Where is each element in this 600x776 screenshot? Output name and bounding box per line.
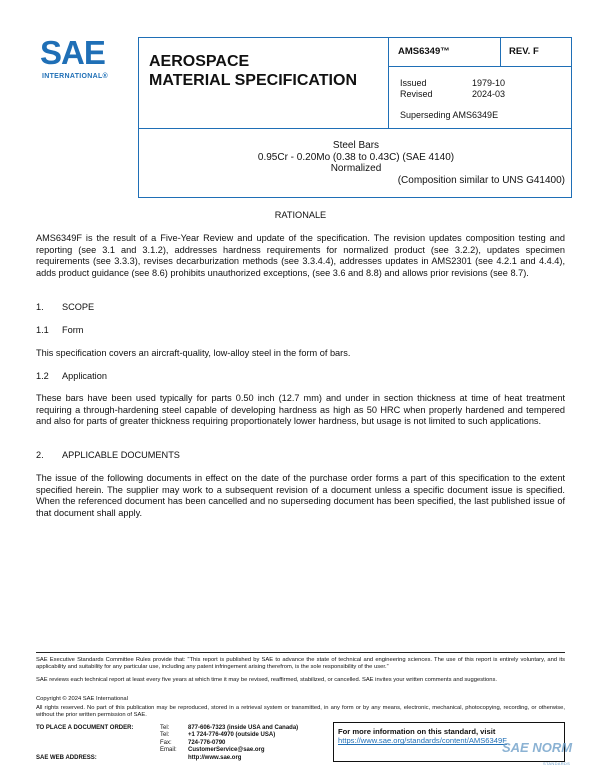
revised-value: 2024-03: [472, 89, 506, 99]
logo-subtitle: INTERNATIONAL®: [42, 73, 109, 80]
section-1-2-title: Application: [62, 371, 107, 381]
section-1-1-title: Form: [62, 325, 84, 335]
section-1-2-heading: [36, 371, 565, 383]
section-1-number: 1.: [36, 302, 44, 312]
header-divider-h1: [388, 66, 572, 67]
footer-rule: [36, 652, 565, 653]
superseding-note: Superseding AMS6349E: [400, 110, 499, 120]
sae-logo: [40, 36, 120, 84]
info-title: For more information on this standard, visit: [338, 727, 496, 736]
header-divider-v1: [388, 38, 389, 128]
header-divider-h2: [139, 128, 572, 129]
watermark-subtitle: STANDARDS: [543, 761, 571, 766]
section-2-title: APPLICABLE DOCUMENTS: [62, 450, 180, 460]
section-2-text: The issue of the following documents in effect on the date of the purchase order forms a part of this specification to the extent specified herein. The supplier may work to a subsequent revision of a document unless a specific document issue is specified. When the referenced document has been cancelled and no superseding document has been specified, the last published issue of that document shall apply.: [36, 473, 565, 518]
document-type-title: [149, 52, 357, 90]
issued-label: Issued: [400, 78, 427, 88]
issue-dates: [400, 78, 505, 100]
section-2-heading: [36, 450, 565, 462]
desc-line-2: 0.95Cr - 0.20Mo (0.38 to 0.43C) (SAE 4140): [257, 151, 455, 163]
header-box: [138, 37, 572, 198]
fax-number: 724-776-0790: [188, 739, 226, 746]
email-label: Email:: [160, 747, 177, 754]
order-label: TO PLACE A DOCUMENT ORDER:: [36, 725, 134, 731]
standard-url-link[interactable]: https://www.sae.org/standards/content/AMS6349F: [338, 736, 507, 746]
footer-review-text: SAE reviews each technical report at least every five years at which time it may be revised, reaffirmed, stabilized, or cancelled. SAE invites your written comments and suggestions.: [36, 677, 497, 683]
rationale-heading: RATIONALE: [274, 210, 327, 220]
section-1-heading: [36, 302, 565, 314]
section-2-number: 2.: [36, 450, 44, 460]
logo-mark: SAE: [40, 34, 105, 71]
desc-line-1: Steel Bars: [332, 140, 380, 151]
section-1-2-number: 1.2: [36, 371, 49, 381]
order-contacts: [36, 725, 298, 762]
revised-label: Revised: [400, 89, 433, 99]
section-1-1-heading: [36, 325, 565, 337]
footer-copyright: Copyright © 2024 SAE International: [36, 696, 128, 702]
document-id: AMS6349™: [398, 46, 450, 57]
watermark: SAE NORM: [502, 740, 573, 755]
tel-1: 877-606-7323 (inside USA and Canada): [188, 725, 299, 731]
tel-label: Tel:: [160, 725, 170, 731]
desc-line-3: Normalized: [330, 163, 382, 174]
section-1-1-text: This specification covers an aircraft-quality, low-alloy steel in the form of bars.: [36, 348, 351, 358]
title-line-1: AEROSPACE: [149, 53, 250, 70]
tel-label-2: Tel:: [160, 732, 170, 739]
email-link[interactable]: CustomerService@sae.org: [188, 747, 265, 754]
header-divider-v2: [500, 38, 501, 66]
issued-value: 1979-10: [472, 78, 506, 88]
section-1-title: SCOPE: [62, 302, 95, 312]
revision-label: REV. F: [509, 46, 539, 57]
section-1-1-number: 1.1: [36, 325, 49, 335]
section-1-2-text: These bars have been used typically for parts 0.50 inch (12.7 mm) and under in section thickness at time of heat treatment requiring a through-hardening steel capable of developing hardness as high as 50 HRC when properly hardened and tempered and also for parts of greater thickness requiring proportionately lower hardness, but usage is not limited to such applications.: [36, 393, 565, 426]
web-link[interactable]: http://www.sae.org: [188, 754, 242, 761]
tel-2: +1 724-776-4970 (outside USA): [188, 732, 276, 739]
rationale-text: AMS6349F is the result of a Five-Year Review and update of the specification. The revision updates composition testing and reporting (see 3.1 and 3.1.2), addresses hardness requirements for normalized product (see 3.2.2), updates specimen requirements (see 3.3.3), revises decarburization methods (see 3.3.4.4), addresses updates in AMS2301 (see 4.2.1 and 4.4.4), adds product guidance (see 8.6) prohibits unauthorized exceptions, (see 3.6 and 8.8) and allows prior revisions (see 8.7).: [36, 233, 565, 278]
material-description: [139, 140, 573, 186]
footer-rules-text: SAE Executive Standards Committee Rules provide that: “This report is published by SAE to advance the state of technical and engineering sciences. The use of this report is entirely voluntary, and its applicability and suitability for any particular use, including any patent infringement arising therefrom, is the sole responsibility of the user.”: [36, 657, 565, 670]
desc-line-4: (Composition similar to UNS G41400): [397, 174, 565, 186]
fax-label: Fax:: [160, 739, 172, 746]
title-line-2: MATERIAL SPECIFICATION: [149, 72, 357, 89]
web-label: SAE WEB ADDRESS:: [36, 754, 97, 761]
footer-rights-text: All rights reserved. No part of this publication may be reproduced, stored in a retrieval system or transmitted, in any form or by any means, electronic, mechanical, photocopying, recording, or otherwise, without the prior written permission of SAE.: [36, 705, 565, 718]
